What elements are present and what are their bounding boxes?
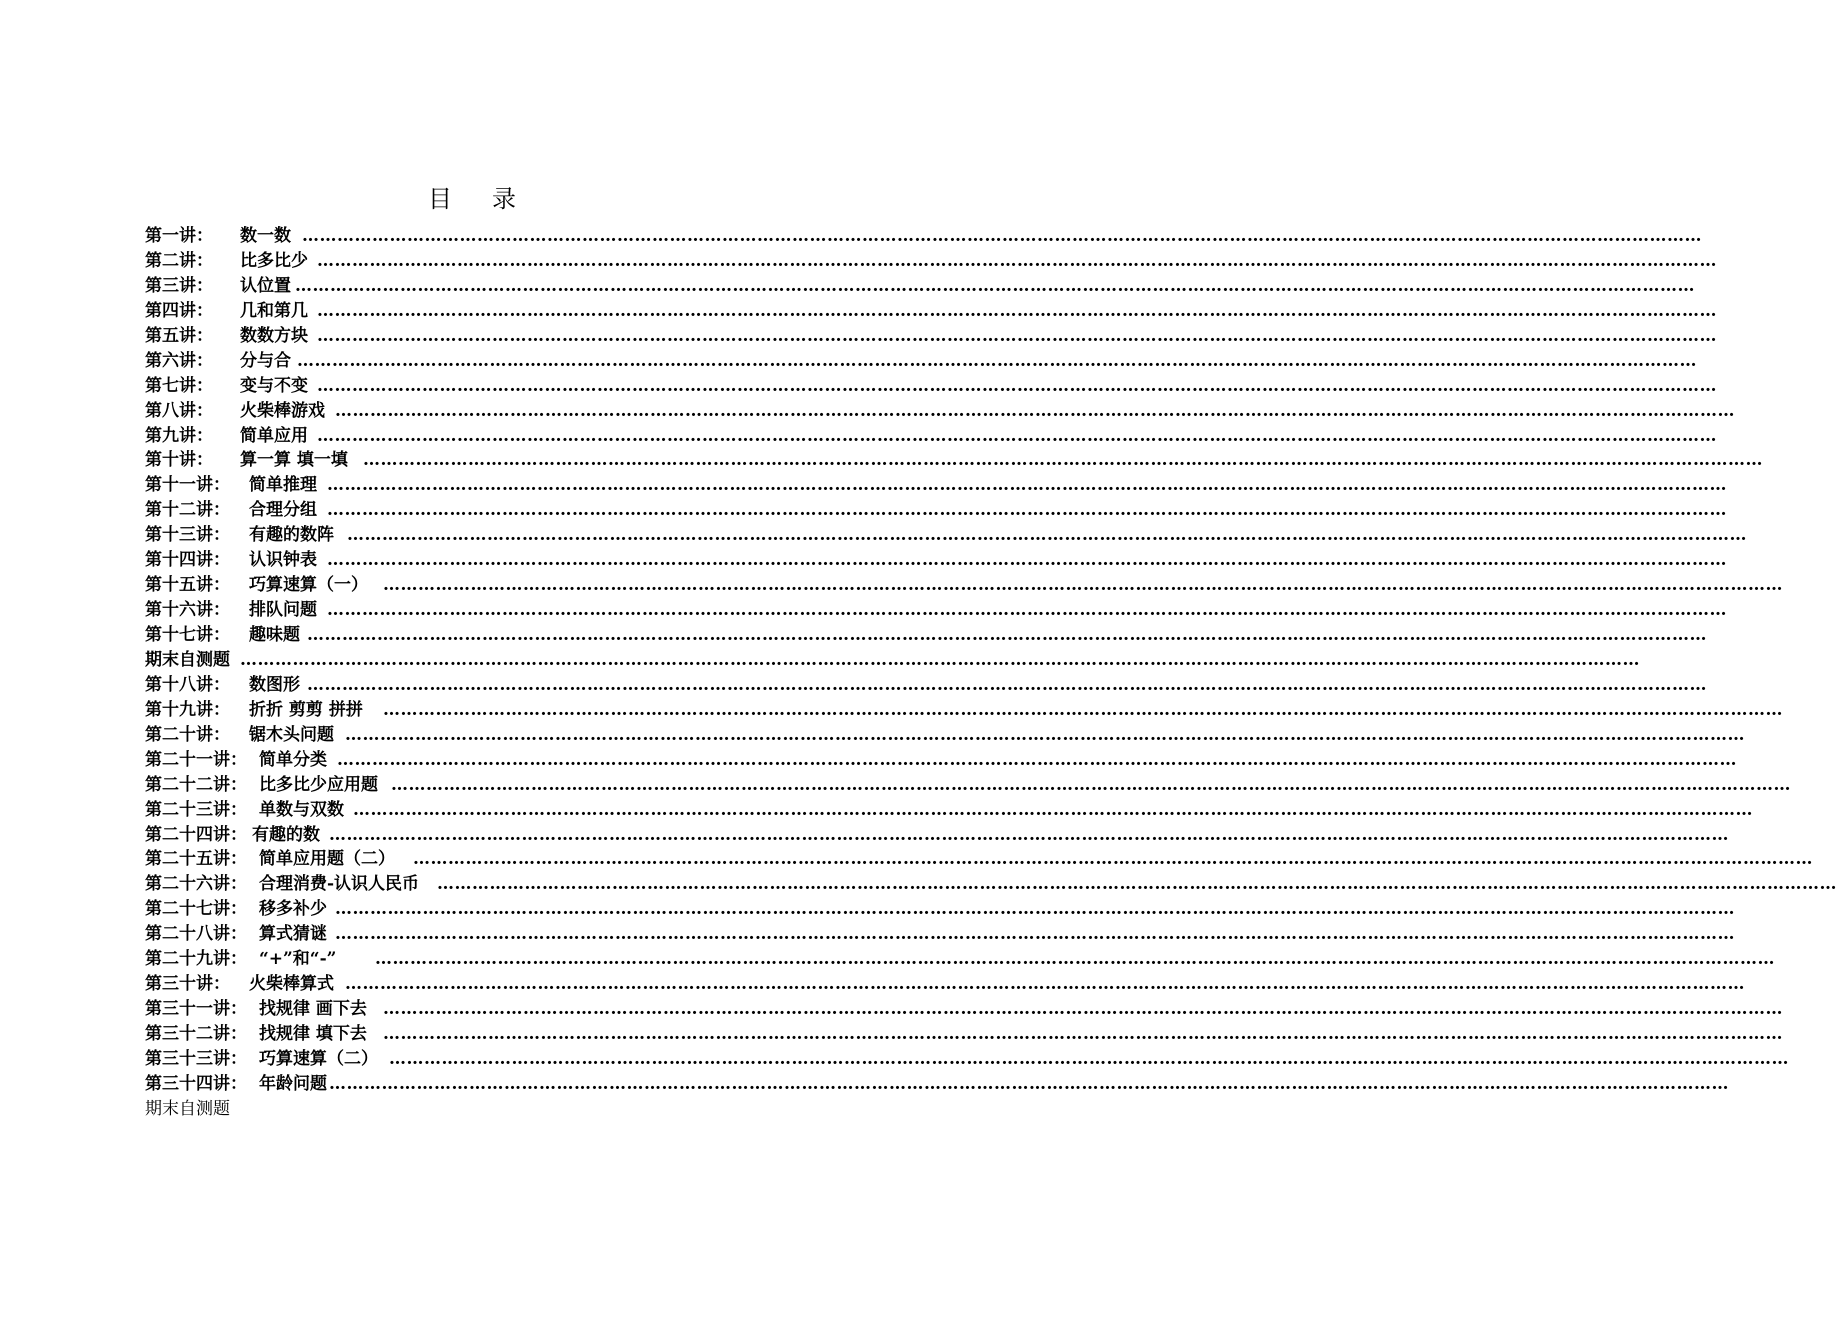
toc-dot-leader: …………………………………………………………………………………………………………………………………………………………………………………………………………………… [337,749,1737,770]
toc-dot-leader: …………………………………………………………………………………………………………………………………………………………………………………………………………………… [413,849,1813,870]
toc-lecture-number: 第三十四讲： [145,1073,247,1094]
toc-entry [145,1047,1789,1072]
toc-dot-leader: …………………………………………………………………………………………………………………………………………………………………………………………………………………… [389,1048,1789,1069]
title-char-1: 目 [428,185,458,213]
toc-lecture-number: 第十讲： [145,450,213,471]
toc-topic: 比多比少应用题 [259,774,378,795]
toc-topic: 合理消费-认识人民币 [259,874,420,895]
toc-entry [145,698,1783,723]
toc-topic: 简单推理 [249,475,317,496]
toc-topic: 变与不变 [240,375,308,396]
toc-topic: 单数与双数 [259,799,344,820]
toc-topic: 比多比少 [240,250,308,271]
toc-entry [145,1022,1783,1047]
toc-entry [145,473,1727,498]
toc-lecture-number: 第十五讲： [145,575,230,596]
toc-entry [145,548,1727,573]
toc-entry [145,748,1737,773]
toc-dot-leader: …………………………………………………………………………………………………………………………………………………………………………………………………………………… [317,425,1717,446]
toc-dot-leader: …………………………………………………………………………………………………………………………………………………………………………………………………………………… [353,799,1753,820]
toc-entry [145,673,1707,698]
toc-dot-leader: …………………………………………………………………………………………………………………………………………………………………………………………………………………… [363,450,1763,471]
toc-entry [145,448,1763,473]
toc-lecture-number: 第十四讲： [145,550,230,571]
toc-lecture-number: 第三十三讲： [145,1048,247,1069]
toc-topic: 简单应用 [240,425,308,446]
toc-entry [145,847,1813,872]
toc-dot-leader: …………………………………………………………………………………………………………………………………………………………………………………………………………………… [329,1073,1729,1094]
toc-entry [145,374,1717,399]
toc-lecture-number: 第三十讲： [145,974,230,995]
toc-dot-leader: …………………………………………………………………………………………………………………………………………………………………………………………………………………… [375,949,1775,970]
toc-topic: 数一数 [240,226,291,246]
toc-topic: 排队问题 [249,600,317,621]
toc-dot-leader: …………………………………………………………………………………………………………………………………………………………………………………………………………………… [317,325,1717,346]
toc-lecture-number: 第二十一讲： [145,749,247,770]
toc-dot-leader: …………………………………………………………………………………………………………………………………………………………………………………………………………………… [437,874,1837,895]
toc-entry [145,823,1729,848]
toc-dot-leader: …………………………………………………………………………………………………………………………………………………………………………………………………………………… [317,250,1717,271]
toc-lecture-number: 第十六讲： [145,600,230,621]
toc-topic: 数图形 [249,674,300,695]
toc-topic: 分与合 [240,350,291,371]
toc-dot-leader: …………………………………………………………………………………………………………………………………………………………………………………………………………………… [302,226,1702,246]
toc-topic: 合理分组 [249,500,317,521]
toc-dot-leader: …………………………………………………………………………………………………………………………………………………………………………………………………………………… [307,674,1707,695]
toc-topic: 有趣的数阵 [249,525,334,546]
toc-dot-leader: …………………………………………………………………………………………………………………………………………………………………………………………………………………… [383,575,1783,596]
toc-lecture-number: 第四讲： [145,300,213,321]
toc-topic: 数数方块 [240,325,308,346]
toc-lecture-number: 第十九讲： [145,699,230,720]
toc-entry [145,897,1735,922]
toc-lecture-number: 第十三讲： [145,525,230,546]
toc-topic: 认识钟表 [249,550,317,571]
toc-lecture-number: 第十七讲： [145,625,230,645]
toc-topic: 简单应用题（二） [259,849,395,870]
toc-lecture-number: 第二十四讲： [145,824,247,845]
toc-entry [145,947,1775,972]
toc-entry [145,723,1745,748]
toc-footer-final-test [145,1097,825,1122]
toc-lecture-number: 第二十九讲： [145,949,247,970]
toc-entry [145,424,1717,449]
toc-entry [145,798,1753,823]
toc-footer-label: 期末自测题 [145,1098,230,1119]
toc-lecture-number: 第二十三讲： [145,799,247,820]
toc-entry [145,573,1783,598]
toc-dot-leader: …………………………………………………………………………………………………………………………………………………………………………………………………………………… [383,699,1783,720]
toc-topic: 锯木头问题 [249,724,334,745]
toc-topic: 算一算 填一填 [240,450,348,471]
toc-dot-leader: …………………………………………………………………………………………………………………………………………………………………………………………………………………… [335,899,1735,920]
toc-topic: 认位置 [240,275,291,296]
toc-lecture-number: 第二十八讲： [145,924,247,945]
toc-lecture-number: 第一讲： [145,226,213,246]
toc-dot-leader: …………………………………………………………………………………………………………………………………………………………………………………………………………………… [329,824,1729,845]
toc-dot-leader: …………………………………………………………………………………………………………………………………………………………………………………………………………………… [345,724,1745,745]
toc-topic: 折折 剪剪 拼拼 [249,699,363,720]
toc-entry [145,523,1747,548]
toc-lecture-number: 第三十一讲： [145,999,247,1020]
toc-topic: 简单分类 [259,749,327,770]
toc-dot-leader: …………………………………………………………………………………………………………………………………………………………………………………………………………………… [327,500,1727,521]
toc-dot-leader: …………………………………………………………………………………………………………………………………………………………………………………………………………………… [335,400,1735,421]
toc-entry [145,224,1702,249]
toc-entry [145,648,1640,673]
toc-topic: 年龄问题 [259,1073,327,1094]
toc-dot-leader: …………………………………………………………………………………………………………………………………………………………………………………………………………………… [383,1024,1783,1044]
toc-entry [145,922,1735,947]
toc-entry [145,299,1717,324]
toc-topic: 火柴棒游戏 [240,400,325,421]
toc-dot-leader: …………………………………………………………………………………………………………………………………………………………………………………………………………………… [347,525,1747,546]
toc-topic: 找规律 画下去 [259,999,367,1020]
toc-entry [145,399,1735,424]
toc-lecture-number: 第五讲： [145,325,213,346]
toc-topic: 期末自测题 [145,649,230,670]
table-of-contents [145,224,1837,1122]
toc-lecture-number: 第二十讲： [145,724,230,745]
toc-topic: 有趣的数 [252,824,320,845]
toc-dot-leader: …………………………………………………………………………………………………………………………………………………………………………………………………………………… [240,649,1640,670]
toc-lecture-number: 第三讲： [145,275,213,296]
toc-entry [145,773,1791,798]
toc-lecture-number: 第三十二讲： [145,1024,247,1044]
toc-entry [145,872,1837,897]
toc-entry [145,972,1745,997]
toc-entry [145,349,1697,374]
toc-entry [145,249,1717,274]
toc-entry [145,324,1717,349]
toc-lecture-number: 第二讲： [145,250,213,271]
title-char-2: 录 [492,185,522,213]
page-title [0,183,950,215]
toc-lecture-number: 第二十五讲： [145,849,247,870]
toc-topic: 几和第几 [240,300,308,321]
toc-lecture-number: 第八讲： [145,400,213,421]
toc-topic: 移多补少 [259,899,327,920]
toc-lecture-number: 第二十七讲： [145,899,247,920]
toc-dot-leader: …………………………………………………………………………………………………………………………………………………………………………………………………………………… [335,924,1735,945]
toc-dot-leader: …………………………………………………………………………………………………………………………………………………………………………………………………………………… [295,275,1695,296]
toc-lecture-number: 第九讲： [145,425,213,446]
toc-topic: 火柴棒算式 [249,974,334,995]
toc-entry [145,1072,1729,1097]
toc-topic: 趣味题 [249,625,300,645]
toc-dot-leader: …………………………………………………………………………………………………………………………………………………………………………………………………………………… [297,350,1697,371]
toc-lecture-number: 第六讲： [145,350,213,371]
toc-entry [145,498,1727,523]
toc-lecture-number: 第二十二讲： [145,774,247,795]
toc-topic: “+”和“-” [259,949,337,970]
toc-topic: 巧算速算（二） [259,1048,378,1069]
toc-lecture-number: 第七讲： [145,375,213,396]
toc-dot-leader: …………………………………………………………………………………………………………………………………………………………………………………………………………………… [317,375,1717,396]
toc-topic: 找规律 填下去 [259,1024,367,1044]
toc-lecture-number: 第十二讲： [145,500,230,521]
toc-dot-leader: …………………………………………………………………………………………………………………………………………………………………………………………………………………… [307,625,1707,645]
toc-entry [145,623,1707,648]
toc-dot-leader: …………………………………………………………………………………………………………………………………………………………………………………………………………………… [327,600,1727,621]
toc-lecture-number: 第十一讲： [145,475,230,496]
toc-dot-leader: …………………………………………………………………………………………………………………………………………………………………………………………………………………… [345,974,1745,995]
toc-dot-leader: …………………………………………………………………………………………………………………………………………………………………………………………………………………… [383,999,1783,1020]
toc-dot-leader: …………………………………………………………………………………………………………………………………………………………………………………………………………………… [391,774,1791,795]
toc-topic: 巧算速算（一） [249,575,368,596]
toc-entry [145,274,1695,299]
toc-lecture-number: 第二十六讲： [145,874,247,895]
toc-dot-leader: …………………………………………………………………………………………………………………………………………………………………………………………………………………… [327,475,1727,496]
toc-lecture-number: 第十八讲： [145,674,230,695]
toc-topic: 算式猜谜 [259,924,327,945]
toc-entry [145,598,1727,623]
toc-dot-leader: …………………………………………………………………………………………………………………………………………………………………………………………………………………… [327,550,1727,571]
toc-entry [145,997,1783,1022]
toc-dot-leader: …………………………………………………………………………………………………………………………………………………………………………………………………………………… [317,300,1717,321]
